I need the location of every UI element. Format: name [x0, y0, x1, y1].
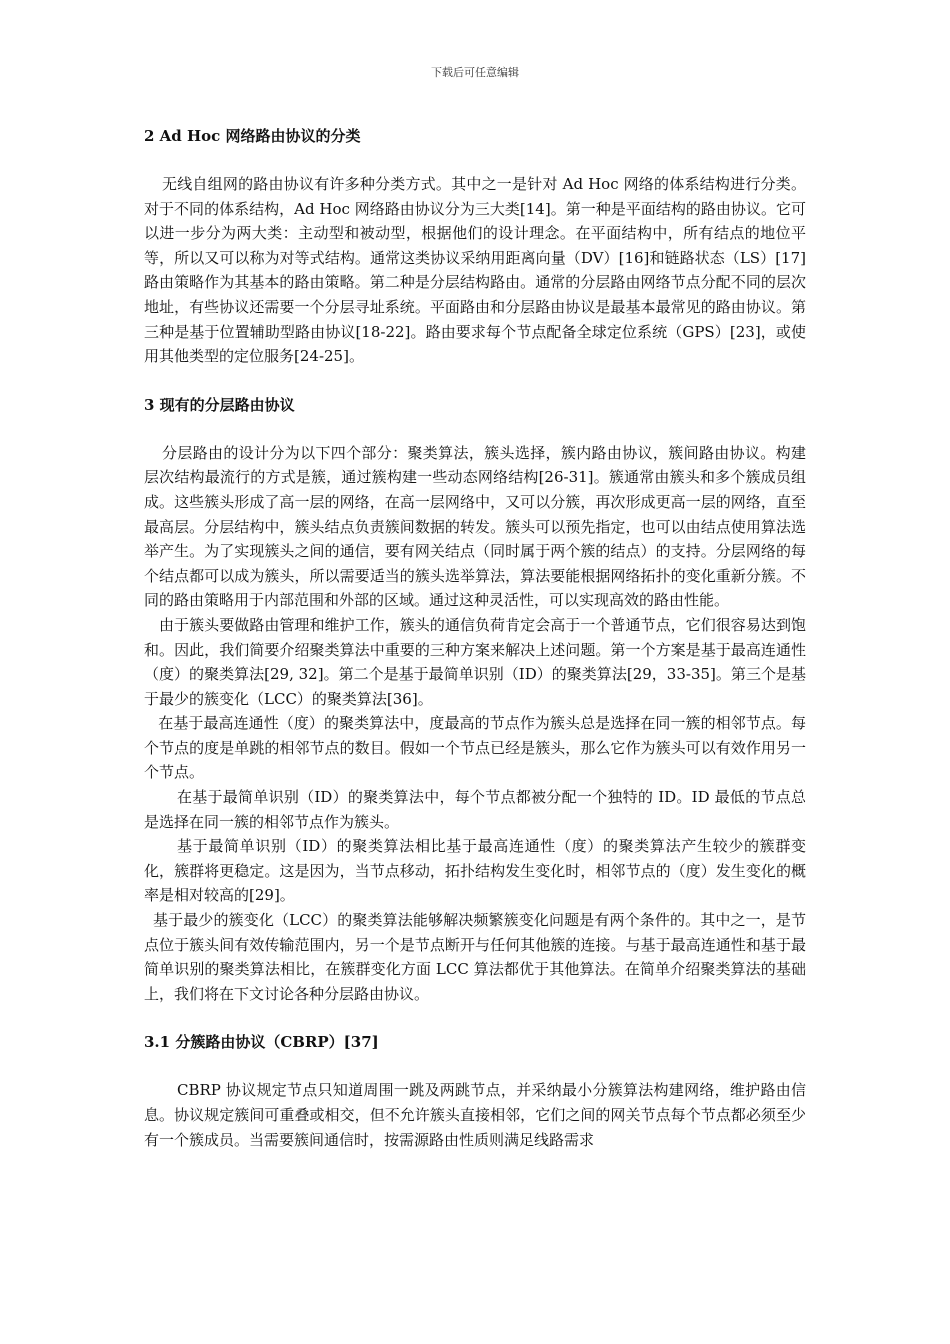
- paragraph: 无线自组网的路由协议有许多种分类方式。其中之一是针对 Ad Hoc 网络的体系结构进行分类。对于不同的体系结构，Ad Hoc 网络路由协议分为三大类[14]。第一种是平面结构的路由协议。它可以进一步分为两大类：主动型和被动型，根据他们的设计理念。在平面结构中，所有结点的地位平等，所以又可以称为对等式结构。通常这类协议采纳用距离向量（DV）[16]和链路状态（LS）[17]路由策略作为其基本的路由策略。第二种是分层结构路由。通常的分层路由网络节点分配不同的层次地址，有些协议还需要一个分层寻址系统。平面路由和分层路由协议是最基本最常见的路由协议。第三种是基于位置辅助型路由协议[18-22]。路由要求每个节点配备全球定位系统（GPS）[23]，或使用其他类型的定位服务[24-25]。: [144, 175, 806, 366]
- paragraph: 基于最少的簇变化（LCC）的聚类算法能够解决频繁簇变化问题是有两个条件的。其中之一，是节点位于簇头间有效传输范围内，另一个是节点断开与任何其他簇的连接。与基于最高连通性和基于最简单识别的聚类算法相比，在簇群变化方面 LCC 算法都优于其他算法。在简单介绍聚类算法的基础上，我们将在下文讨论各种分层路由协议。: [144, 911, 806, 1003]
- document-body: [144, 122, 806, 1152]
- paragraph: 在基于最高连通性（度）的聚类算法中，度最高的节点作为簇头总是选择在同一簇的相邻节点。每个节点的度是单跳的相邻节点的数目。假如一个节点已经是簇头，那么它作为簇头可以有效作用另一个节点。: [144, 714, 806, 782]
- page-header: 下载后可任意编辑: [431, 66, 519, 79]
- paragraph: CBRP 协议规定节点只知道周围一跳及两跳节点，并采纳最小分簇算法构建网络，维护路由信息。协议规定簇间可重叠或相交，但不允许簇头直接相邻，它们之间的网关节点每个节点都必须至少有一个簇成员。当需要簇间通信时，按需源路由性质则满足线路需求: [144, 1081, 806, 1149]
- paragraph: 基于最简单识别（ID）的聚类算法相比基于最高连通性（度）的聚类算法产生较少的簇群变化，簇群将更稳定。这是因为，当节点移动，拓扑结构发生变化时，相邻节点的（度）发生变化的概率是相对较高的[29]。: [144, 837, 806, 905]
- section-heading-2: 2 Ad Hoc 网络路由协议的分类: [144, 127, 361, 145]
- paragraph: 分层路由的设计分为以下四个部分：聚类算法，簇头选择，簇内路由协议，簇间路由协议。构建层次结构最流行的方式是簇，通过簇构建一些动态网络结构[26-31]。簇通常由簇头和多个簇成员组成。这些簇头形成了高一层的网络，在高一层网络中，又可以分簇，再次形成更高一层的网络，直至最高层。分层结构中，簇头结点负责簇间数据的转发。簇头可以预先指定，也可以由结点使用算法选举产生。为了实现簇头之间的通信，要有网关结点（同时属于两个簇的结点）的支持。分层网络的每个结点都可以成为簇头，所以需要适当的簇头选举算法，算法要能根据网络拓扑的变化重新分簇。不同的路由策略用于内部范围和外部的区域。通过这种灵活性，可以实现高效的路由性能。: [144, 443, 806, 610]
- paragraph: 在基于最简单识别（ID）的聚类算法中，每个节点都被分配一个独特的 ID。ID 最低的节点总是选择在同一簇的相邻节点作为簇头。: [144, 788, 806, 831]
- section-heading-3-1: 3.1 分簇路由协议（CBRP）[37]: [144, 1033, 379, 1052]
- section-heading-3: 3 现有的分层路由协议: [144, 395, 295, 414]
- paragraph: 由于簇头要做路由管理和维护工作，簇头的通信负荷肯定会高于一个普通节点，它们很容易达到饱和。因此，我们简要介绍聚类算法中重要的三种方案来解决上述问题。第一个方案是基于最高连通性（度）的聚类算法[29, 32]。第二个是基于最简单识别（ID）的聚类算法[29，33-35]。第三个是基于最少的簇变化（LCC）的聚类算法[36]。: [144, 615, 806, 708]
